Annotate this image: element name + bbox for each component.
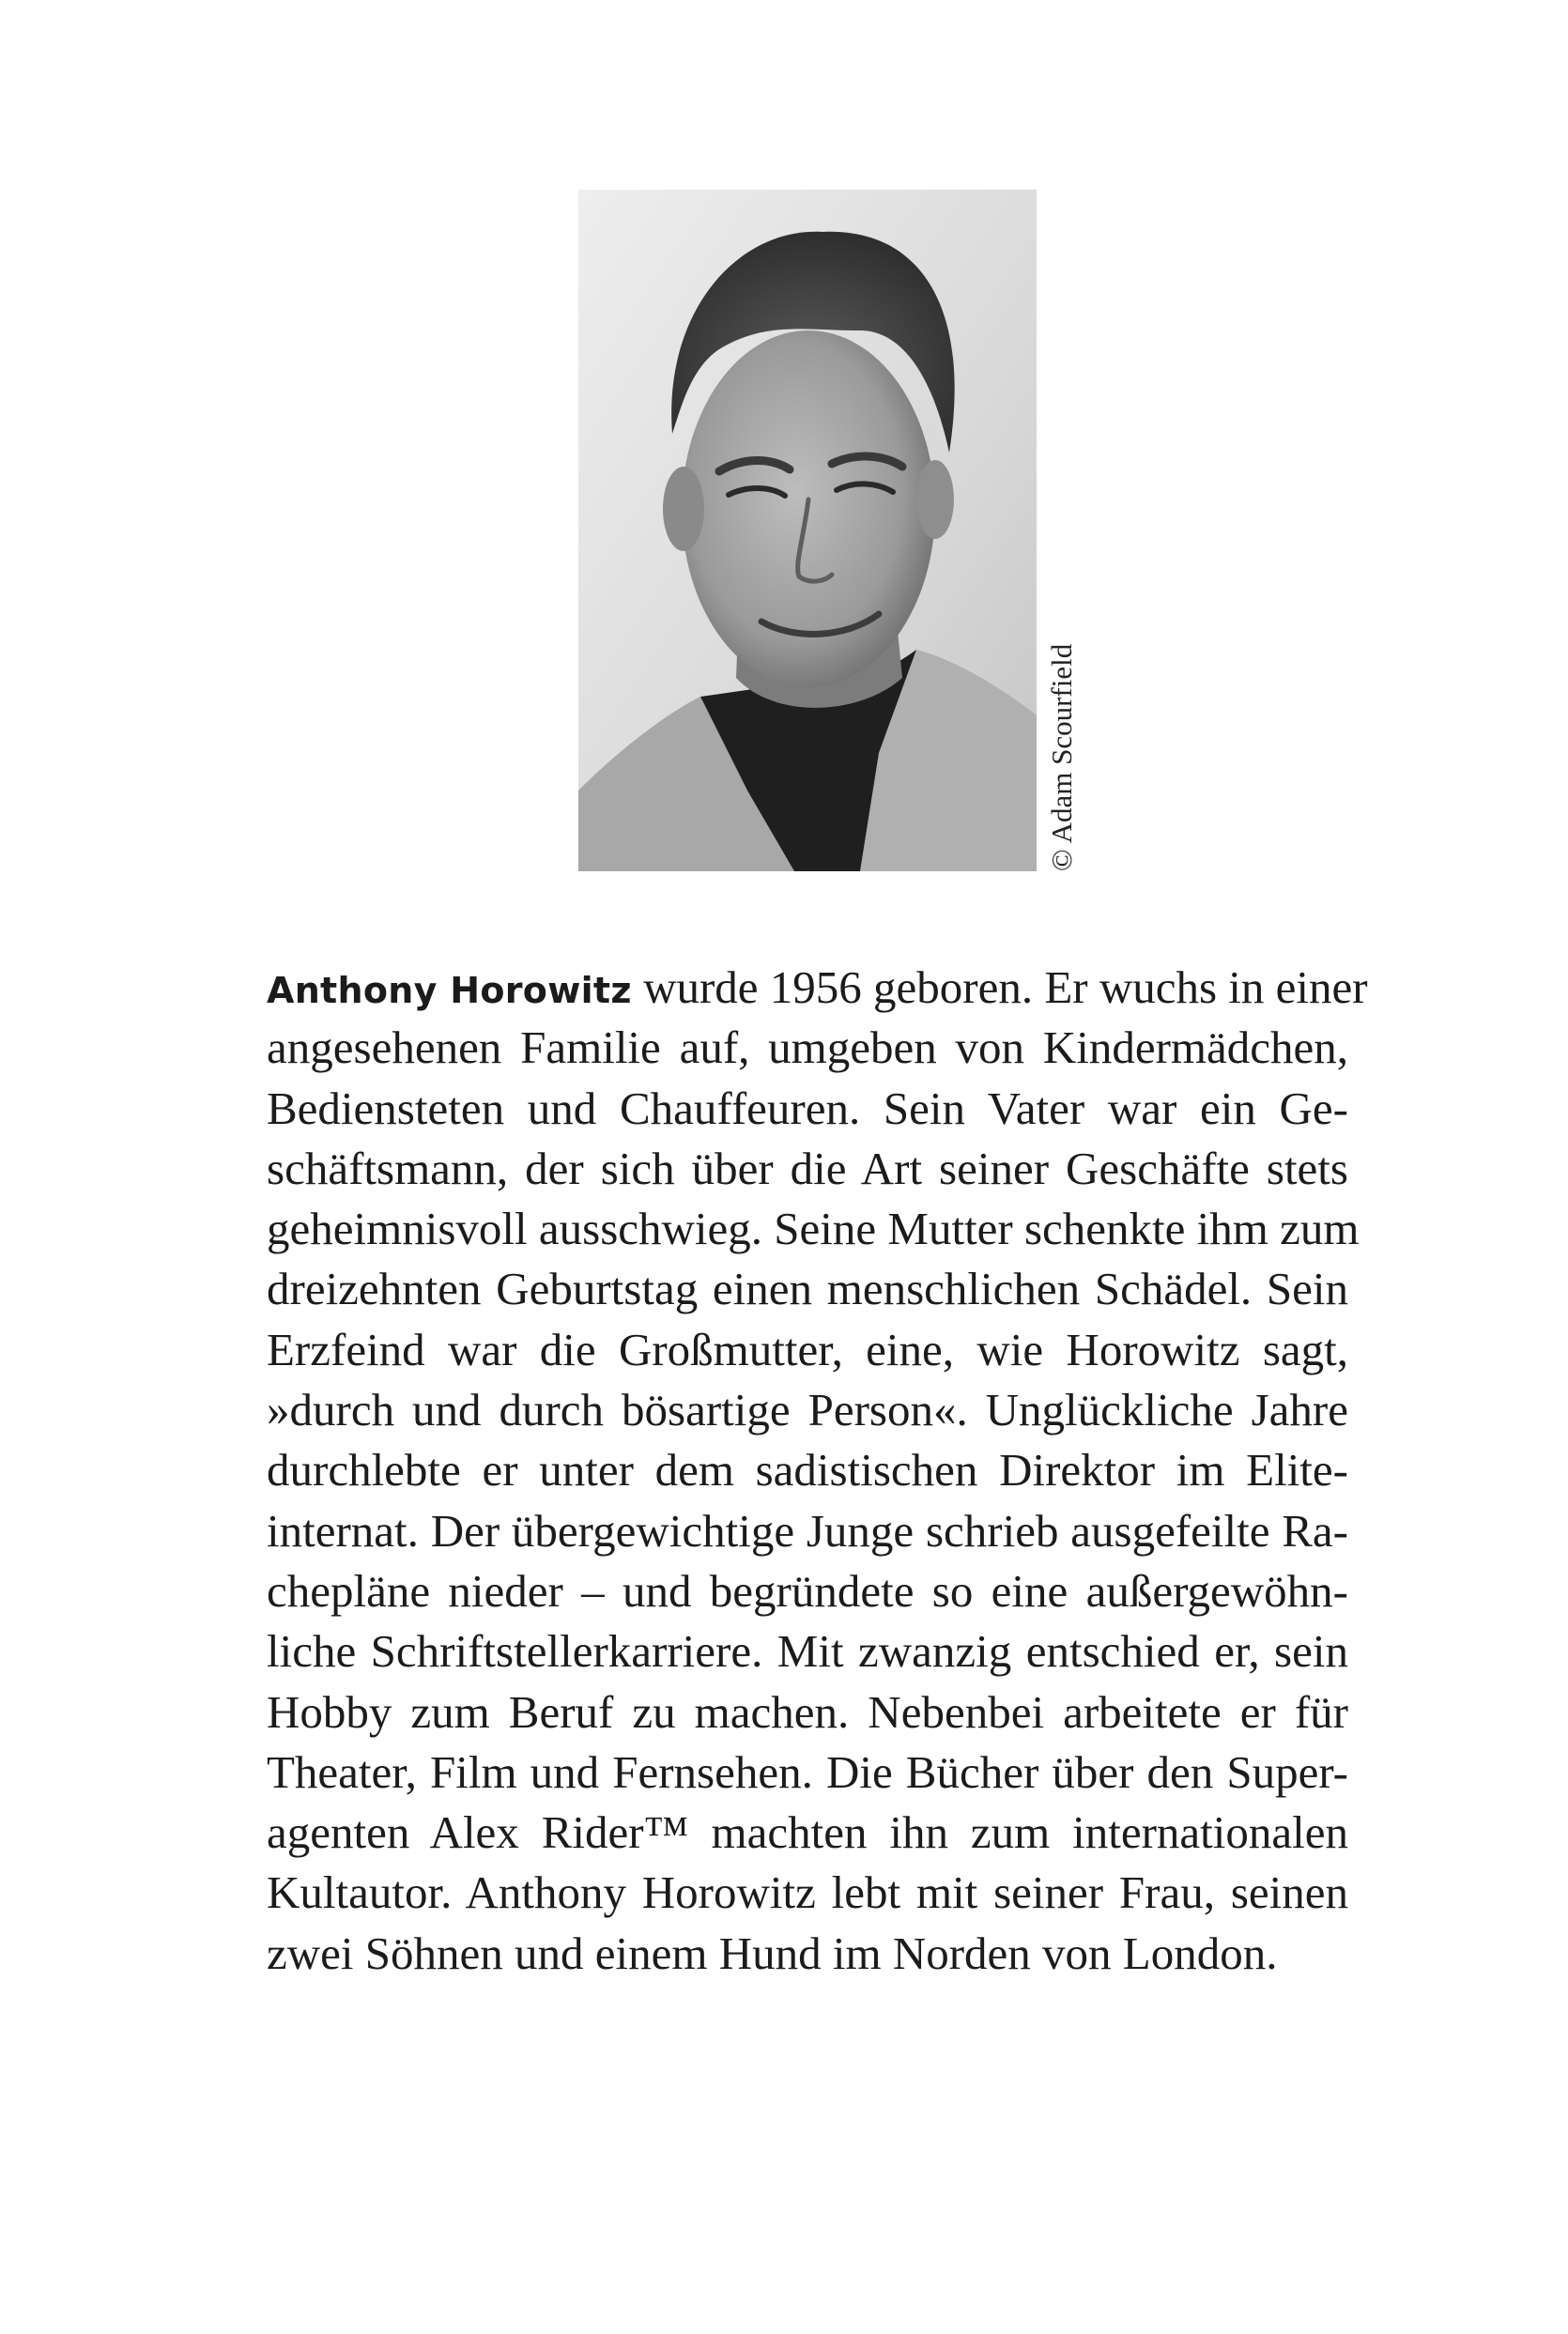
bio-line: Kultautor. Anthony Horowitz lebt mit seiner Frau, seinen (267, 1866, 1348, 1919)
bio-line: chepläne nieder – und begründete so eine außergewöhn- (267, 1564, 1348, 1617)
bio-line: zwei Söhnen und einem Hund im Norden von London. (267, 1927, 1278, 1979)
bio-line: internat. Der übergewichtige Junge schrieb ausgefeilte Ra- (267, 1504, 1348, 1557)
bio-line: dreizehnten Geburtstag einen menschlichen Schädel. Sein (267, 1263, 1348, 1315)
bio-line: Erzfeind war die Großmutter, eine, wie Horowitz sagt, (267, 1323, 1348, 1375)
bio-line: geheimnisvoll ausschwieg. Seine Mutter schenkte ihm zum (267, 1203, 1360, 1255)
bio-line: Bediensteten und Chauffeuren. Sein Vater war ein Ge- (267, 1082, 1348, 1134)
bio-line: Hobby zum Beruf zu machen. Nebenbei arbeitete er für (267, 1685, 1348, 1738)
author-biography (267, 958, 1368, 1984)
bio-line: Anthony Horowitz wurde 1956 geboren. Er wuchs in einer (267, 961, 1368, 1013)
bio-line: Theater, Film und Fernsehen. Die Bücher über den Super- (267, 1745, 1348, 1798)
photo-credit: © Adam Scourfield (1045, 643, 1078, 871)
bio-line: durchlebte er unter dem sadistischen Direktor im Elite- (267, 1444, 1348, 1497)
bio-line: angesehenen Familie auf, umgeben von Kindermädchen, (267, 1021, 1348, 1074)
bio-line: liche Schriftstellerkarriere. Mit zwanzig entschied er, sein (267, 1625, 1348, 1678)
author-photo (578, 190, 1037, 871)
bio-line: agenten Alex Rider™ machten ihn zum internationalen (267, 1806, 1348, 1859)
author-name: Anthony Horowitz (267, 970, 632, 1011)
bio-line: schäftsmann, der sich über die Art seiner Geschäfte stets (267, 1142, 1348, 1194)
bio-line: »durch und durch bösartige Person«. Unglückliche Jahre (267, 1384, 1348, 1436)
